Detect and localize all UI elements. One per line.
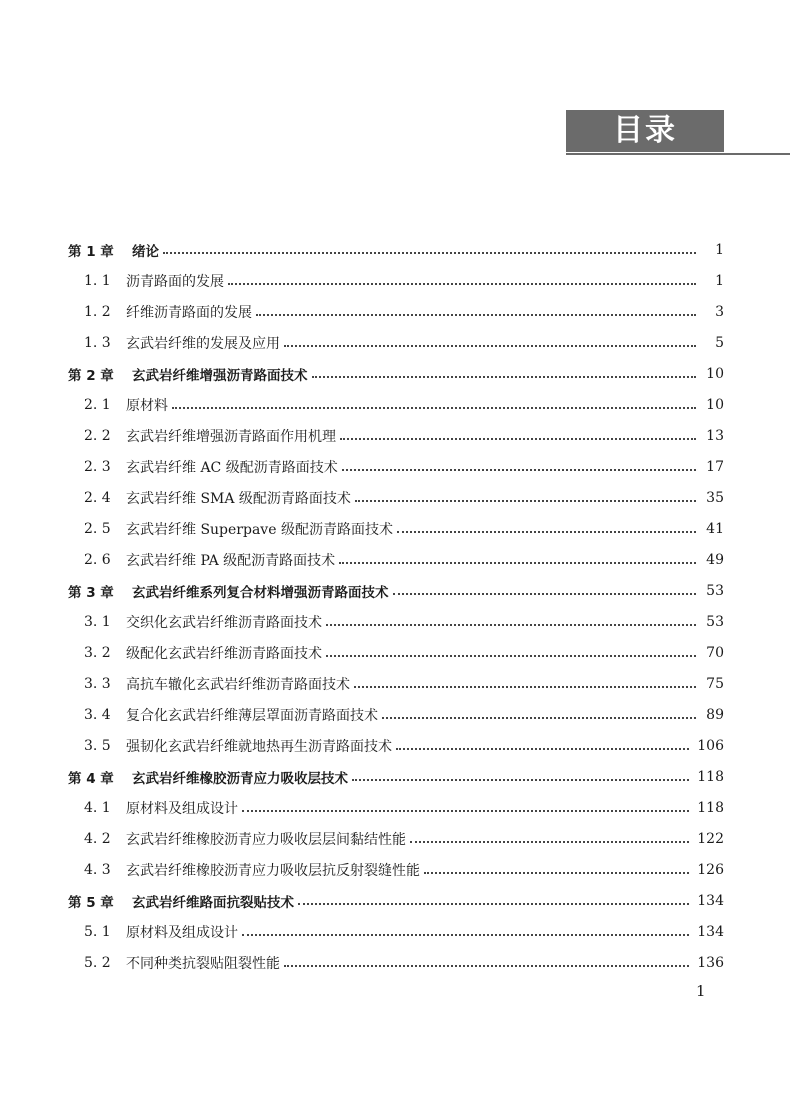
- toc-entry-title: 强韧化玄武岩纤维就地热再生沥青路面技术: [126, 738, 392, 755]
- toc-entry-page: 118: [697, 768, 724, 785]
- toc-entry-number: 2. 1: [84, 396, 111, 413]
- toc-entry-page: 41: [706, 520, 724, 537]
- toc-entry-title: 纤维沥青路面的发展: [126, 304, 252, 321]
- toc-dot-leader: [339, 562, 696, 564]
- toc-entry-number: 第 1 章: [68, 243, 114, 260]
- toc-entry-page: 35: [706, 489, 724, 506]
- page-title: 目录: [566, 110, 724, 152]
- toc-entry-page: 10: [706, 396, 724, 413]
- toc-dot-leader: [228, 283, 696, 285]
- toc-entry-page: 1: [715, 272, 724, 289]
- toc-section-entry[interactable]: [68, 637, 724, 668]
- toc-entry-number: 2. 4: [84, 489, 111, 506]
- toc-entry-page: 122: [697, 830, 724, 847]
- toc-entry-title: 玄武岩纤维增强沥青路面技术: [132, 367, 308, 384]
- toc-entry-number: 5. 2: [84, 954, 111, 971]
- toc-entry-page: 118: [697, 799, 724, 816]
- toc-entry-number: 3. 2: [84, 644, 111, 661]
- toc-entry-number: 3. 4: [84, 706, 111, 723]
- toc-dot-leader: [393, 593, 697, 595]
- toc-dot-leader: [340, 438, 696, 440]
- toc-section-entry[interactable]: [68, 451, 724, 482]
- toc-section-entry[interactable]: [68, 544, 724, 575]
- toc-section-entry[interactable]: [68, 389, 724, 420]
- toc-entry-number: 2. 5: [84, 520, 111, 537]
- toc-entry-title: 玄武岩纤维橡胶沥青应力吸收层技术: [132, 770, 348, 787]
- toc-section-entry[interactable]: [68, 513, 724, 544]
- toc-entry-title: 玄武岩纤维增强沥青路面作用机理: [126, 428, 336, 445]
- toc-entry-number: 1. 3: [84, 334, 111, 351]
- toc-dot-leader: [242, 934, 689, 936]
- toc-dot-leader: [242, 810, 689, 812]
- table-of-contents: [68, 234, 724, 978]
- toc-entry-title: 原材料及组成设计: [126, 924, 238, 941]
- toc-entry-page: 126: [697, 861, 724, 878]
- toc-dot-leader: [397, 531, 696, 533]
- toc-entry-title: 绪论: [132, 243, 159, 260]
- toc-entry-number: 3. 3: [84, 675, 111, 692]
- toc-dot-leader: [284, 965, 689, 967]
- toc-entry-number: 第 5 章: [68, 894, 114, 911]
- toc-entry-title: 玄武岩纤维 Superpave 级配沥青路面技术: [126, 521, 393, 538]
- toc-entry-title: 原材料及组成设计: [126, 800, 238, 817]
- toc-entry-title: 玄武岩纤维路面抗裂贴技术: [132, 894, 294, 911]
- toc-entry-number: 2. 3: [84, 458, 111, 475]
- toc-entry-page: 134: [697, 892, 724, 909]
- toc-entry-number: 4. 1: [84, 799, 111, 816]
- toc-entry-number: 1. 1: [84, 272, 111, 289]
- toc-dot-leader: [326, 655, 696, 657]
- toc-entry-title: 玄武岩纤维系列复合材料增强沥青路面技术: [132, 584, 389, 601]
- toc-entry-title: 交织化玄武岩纤维沥青路面技术: [126, 614, 322, 631]
- toc-entry-page: 13: [706, 427, 724, 444]
- toc-entry-number: 4. 3: [84, 861, 111, 878]
- toc-section-entry[interactable]: [68, 327, 724, 358]
- toc-entry-title: 沥青路面的发展: [126, 273, 224, 290]
- toc-entry-number: 1. 2: [84, 303, 111, 320]
- toc-entry-number: 5. 1: [84, 923, 111, 940]
- toc-entry-page: 70: [706, 644, 724, 661]
- toc-section-entry[interactable]: [68, 482, 724, 513]
- toc-section-entry[interactable]: [68, 792, 724, 823]
- toc-section-entry[interactable]: [68, 947, 724, 978]
- toc-entry-number: 3. 5: [84, 737, 111, 754]
- toc-entry-title: 玄武岩纤维的发展及应用: [126, 335, 280, 352]
- toc-entry-page: 106: [697, 737, 724, 754]
- toc-entry-page: 134: [697, 923, 724, 940]
- toc-entry-title: 玄武岩纤维 PA 级配沥青路面技术: [126, 552, 336, 569]
- toc-section-entry[interactable]: [68, 916, 724, 947]
- toc-dot-leader: [355, 500, 696, 502]
- toc-section-entry[interactable]: [68, 296, 724, 327]
- toc-dot-leader: [326, 624, 696, 626]
- toc-entry-title: 玄武岩纤维橡胶沥青应力吸收层层间黏结性能: [126, 831, 406, 848]
- toc-dot-leader: [382, 717, 696, 719]
- toc-entry-page: 49: [706, 551, 724, 568]
- title-rule: [566, 153, 790, 155]
- toc-entry-number: 2. 2: [84, 427, 111, 444]
- toc-entry-title: 不同种类抗裂贴阻裂性能: [126, 955, 280, 972]
- toc-section-entry[interactable]: [68, 668, 724, 699]
- toc-entry-title: 原材料: [126, 397, 168, 414]
- toc-entry-page: 3: [715, 303, 724, 320]
- toc-dot-leader: [172, 407, 696, 409]
- toc-dot-leader: [312, 376, 697, 378]
- toc-entry-title: 玄武岩纤维 AC 级配沥青路面技术: [126, 459, 338, 476]
- toc-dot-leader: [424, 872, 689, 874]
- toc-entry-page: 17: [706, 458, 724, 475]
- toc-entry-page: 89: [706, 706, 724, 723]
- toc-entry-page: 136: [697, 954, 724, 971]
- toc-section-entry[interactable]: [68, 730, 724, 761]
- toc-dot-leader: [284, 345, 696, 347]
- toc-entry-title: 级配化玄武岩纤维沥青路面技术: [126, 645, 322, 662]
- toc-section-entry[interactable]: [68, 606, 724, 637]
- toc-entry-page: 53: [706, 582, 724, 599]
- toc-dot-leader: [298, 903, 689, 905]
- toc-chapter-entry[interactable]: [68, 358, 724, 389]
- toc-entry-title: 复合化玄武岩纤维薄层罩面沥青路面技术: [126, 707, 378, 724]
- toc-chapter-entry[interactable]: [68, 575, 724, 606]
- toc-entry-number: 第 2 章: [68, 367, 114, 384]
- toc-chapter-entry[interactable]: [68, 234, 724, 265]
- page-number: 1: [696, 982, 706, 1000]
- toc-dot-leader: [342, 469, 696, 471]
- toc-section-entry[interactable]: [68, 420, 724, 451]
- toc-dot-leader: [354, 686, 696, 688]
- toc-entry-title: 高抗车辙化玄武岩纤维沥青路面技术: [126, 676, 350, 693]
- toc-entry-title: 玄武岩纤维 SMA 级配沥青路面技术: [126, 490, 351, 507]
- toc-entry-page: 5: [715, 334, 724, 351]
- toc-chapter-entry[interactable]: [68, 761, 724, 792]
- toc-dot-leader: [163, 252, 696, 254]
- toc-entry-title: 玄武岩纤维橡胶沥青应力吸收层抗反射裂缝性能: [126, 862, 420, 879]
- toc-section-entry[interactable]: [68, 823, 724, 854]
- toc-entry-page: 10: [706, 365, 724, 382]
- toc-entry-number: 3. 1: [84, 613, 111, 630]
- toc-section-entry[interactable]: [68, 699, 724, 730]
- toc-entry-page: 53: [706, 613, 724, 630]
- toc-section-entry[interactable]: [68, 854, 724, 885]
- toc-dot-leader: [352, 779, 689, 781]
- toc-dot-leader: [396, 748, 689, 750]
- toc-entry-page: 75: [706, 675, 724, 692]
- toc-dot-leader: [410, 841, 689, 843]
- toc-entry-page: 1: [715, 241, 724, 258]
- toc-section-entry[interactable]: [68, 265, 724, 296]
- toc-entry-number: 第 4 章: [68, 770, 114, 787]
- toc-entry-number: 第 3 章: [68, 584, 114, 601]
- toc-entry-number: 2. 6: [84, 551, 111, 568]
- toc-chapter-entry[interactable]: [68, 885, 724, 916]
- toc-dot-leader: [256, 314, 696, 316]
- toc-entry-number: 4. 2: [84, 830, 111, 847]
